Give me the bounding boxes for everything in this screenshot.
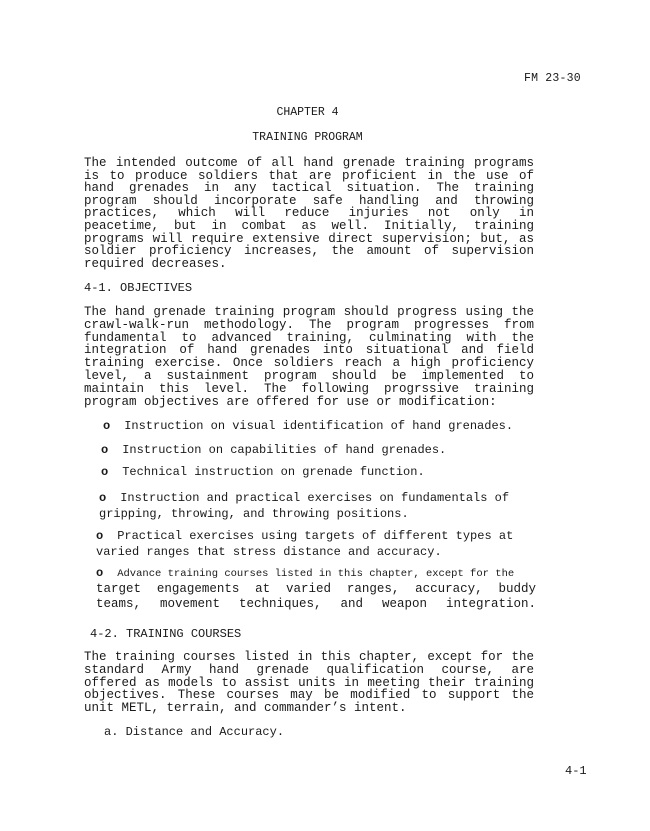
- objective-item: [96, 529, 536, 560]
- training-courses-paragraph: The training courses listed in this chapter, except for the standard Army hand grenade qualification course, are offered as models to assist units in meeting their training objectives. These courses may be modified to support the unit METL, terrain, and commander’s intent.: [84, 650, 534, 716]
- training-courses-heading: 4-2. TRAINING COURSES: [90, 627, 242, 641]
- objective-item: [96, 566, 536, 612]
- objective-item-text: Instruction on visual identification of hand grenades.: [124, 419, 514, 433]
- objective-item-text-continued: target engagements at varied ranges, accuracy, buddy: [96, 582, 536, 596]
- chapter-title: TRAINING PROGRAM: [252, 131, 363, 144]
- objective-item-text: Technical instruction on grenade function.: [122, 465, 425, 479]
- bullet-mark: o: [101, 465, 109, 479]
- bullet-mark: o: [96, 529, 104, 543]
- objectives-paragraph: The hand grenade training program should progress using the crawl-walk-run methodology. The program progresses from fundamental to advanced training, culminating with the integration of hand grenades into situational and field training exercise. Once soldiers reach a high proficiency level, a sustainment program should be implemented to maintain this level. The following progrssive training program objectives are offered for use or modification:: [84, 305, 534, 409]
- objective-item: [103, 419, 513, 434]
- intro-paragraph: The intended outcome of all hand grenade training programs is to produce soldiers that are proficient in the use of hand grenades in any tactical situation. The training program should incorporate safe handling and throwing practices, which will reduce injuries not only in peacetime, but in combat as well. Initially, training programs will require extensive direct supervision; but, as soldier proficiency increases, the amount of supervision required decreases.: [84, 156, 534, 271]
- bullet-mark: o: [96, 566, 104, 580]
- chapter-number: CHAPTER 4: [276, 106, 339, 119]
- objectives-heading: 4-1. OBJECTIVES: [84, 281, 193, 295]
- objective-item-text-continued: teams, movement techniques, and weapon integration.: [96, 597, 536, 611]
- page-number: 4-1: [565, 764, 587, 778]
- objective-item-text: Advance training courses listed in this chapter, except for the: [117, 568, 515, 580]
- bullet-mark: o: [101, 443, 109, 457]
- document-id: FM 23-30: [524, 72, 581, 85]
- objective-item: [101, 465, 425, 480]
- objective-item-text: Instruction and practical exercises on fundamentals of gripping, throwing, and throwing positions.: [99, 491, 510, 521]
- subsection-heading: a. Distance and Accuracy.: [104, 725, 285, 739]
- objective-item-text: Instruction on capabilities of hand grenades.: [122, 443, 447, 457]
- objective-item: [101, 443, 446, 458]
- objective-item-text: Practical exercises using targets of different types at varied ranges that stress distance and accuracy.: [96, 529, 514, 559]
- bullet-mark: o: [103, 419, 111, 433]
- bullet-mark: o: [99, 491, 107, 505]
- objective-item: [99, 491, 537, 522]
